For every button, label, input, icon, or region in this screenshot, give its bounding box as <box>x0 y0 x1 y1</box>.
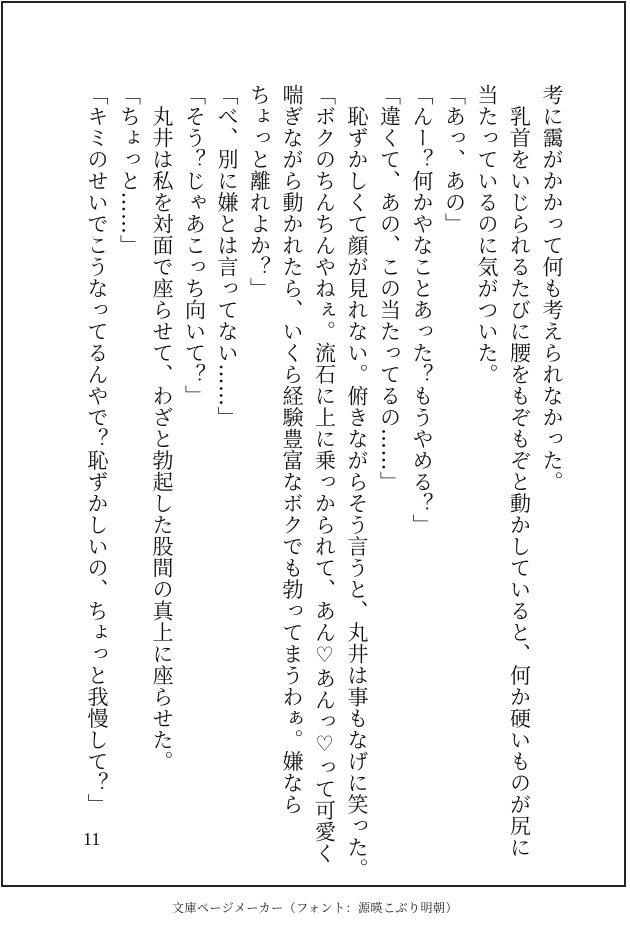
text-line-1: 考に靄がかかって何も考えられなかった。 <box>540 84 564 493</box>
text-line-9: 喘ぎながら動かれたら、いくら経験豊富なボクでも勃ってまうわぁ。嫌なら <box>280 84 304 815</box>
text-line-7: 恥ずかしくて顔が見れない。俯きながらそう言うと、丸井は事もなげに笑った。 <box>345 84 369 880</box>
text-line-3: 当たっているのに気がついた。 <box>475 84 499 385</box>
page-number: 11 <box>83 829 101 849</box>
page-frame <box>1 1 626 887</box>
text-line-13: 丸井は私を対面で座らせて、わざと勃起した股間の真上に座らせた。 <box>150 84 174 772</box>
text-line-10: ちょっと離れよか？」 <box>247 84 272 299</box>
text-line-2: 乳首をいじられるたびに腰をもぞもぞと動かしていると、何か硬いものが尻に <box>507 84 532 858</box>
text-line-15: 「キミのせいでこうなってるんやで？恥ずかしいの、ちょっと我慢して？」 <box>85 84 109 815</box>
text-line-12: 「そう？じゃあこっち向いて？」 <box>182 84 207 407</box>
text-line-8: 「ボクのちんちんやねぇ。流石に上に乗っかられて、あん♡あんっ♡って可愛く <box>312 84 337 864</box>
text-line-5: 「んー？何かやなことあった？もうやめる？」 <box>410 84 434 536</box>
text-line-14: 「ちょっと……」 <box>117 84 142 256</box>
text-line-11: 「べ、別に嫌とは言ってない……」 <box>215 84 239 428</box>
footer-caption: 文庫ページメーカー（フォント：源暎こぶり明朝） <box>171 901 459 915</box>
text-line-4: 「あっ、あの」 <box>442 84 467 235</box>
text-line-6: 「違くて、あの、この当たってるの……」 <box>377 84 402 493</box>
